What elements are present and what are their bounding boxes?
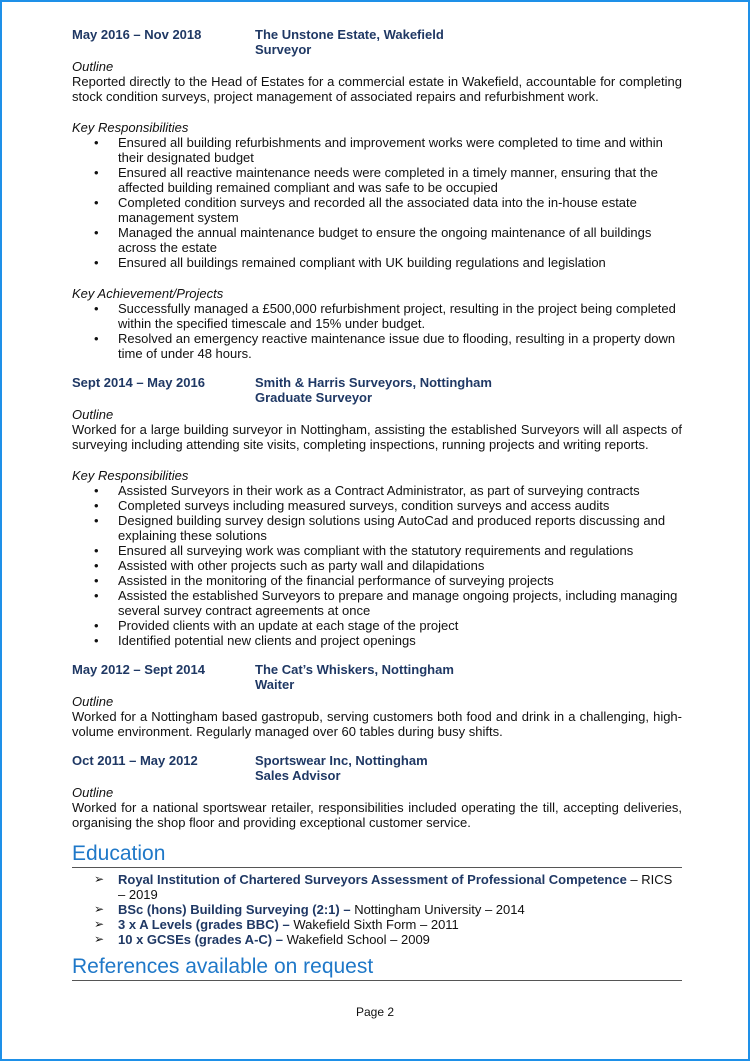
list-item: • Ensured all buildings remained compliant with UK building regulations and legislation [118, 255, 682, 270]
education-title: Education [72, 842, 682, 868]
qualification-detail: Nottingham University – 2014 [350, 902, 525, 917]
qualification-detail: Wakefield School – 2009 [282, 932, 430, 947]
job-outline: Worked for a national sportswear retailer, responsibilities included operating the till, accepting deliveries, organising the shop floor and providing exceptional customer service. [72, 800, 682, 830]
list-item: • Ensured all surveying work was compliant with the statutory requirements and regulations [118, 543, 682, 558]
outline-label: Outline [72, 785, 114, 800]
education-item [94, 872, 682, 902]
list-item: • Completed surveys including measured surveys, condition surveys and access audits [118, 498, 682, 513]
job-dates: Oct 2011 – May 2012 [72, 753, 198, 768]
education-item [94, 917, 682, 932]
arrow-bullet-icon: ➢ [94, 902, 105, 916]
qualification: 3 x A Levels (grades BBC) – [118, 917, 290, 932]
job-employer: Sportswear Inc, Nottingham [255, 753, 428, 768]
job-role: Surveyor [255, 42, 312, 57]
job-dates: May 2012 – Sept 2014 [72, 662, 205, 677]
list-item: • Designed building survey design solutions using AutoCad and produced reports discussing and explaining these solutions [118, 513, 682, 543]
list-item: • Assisted the established Surveyors to prepare and manage ongoing projects, including managing several survey contract agreements at once [118, 588, 682, 618]
qualification-detail: – RICS – 2019 [118, 872, 673, 902]
arrow-bullet-icon: ➢ [94, 932, 105, 946]
list-item: • Ensured all building refurbishments and improvement works were completed to time and within their designated budget [118, 135, 682, 165]
job-header [72, 375, 682, 405]
qualification: 10 x GCSEs (grades A-C) – [118, 932, 283, 947]
cv-content [72, 27, 682, 981]
job-employer: The Cat’s Whiskers, Nottingham [255, 662, 454, 677]
outline-label: Outline [72, 694, 114, 709]
job-dates: Sept 2014 – May 2016 [72, 375, 205, 390]
job-role: Waiter [255, 677, 295, 692]
list-item: • Completed condition surveys and recorded all the associated data into the in-house estate management system [118, 195, 682, 225]
job-header [72, 753, 682, 783]
responsibilities-list [72, 483, 682, 648]
list-item: • Provided clients with an update at each stage of the project [118, 618, 682, 633]
responsibilities-label: Key Responsibilities [72, 120, 189, 135]
qualification: Royal Institution of Chartered Surveyors Assessment of Professional Competence [118, 872, 627, 887]
qualification: BSc (hons) Building Surveying (2:1) – [118, 902, 351, 917]
list-item: • Identified potential new clients and project openings [118, 633, 682, 648]
list-item: • Resolved an emergency reactive maintenance issue due to flooding, resulting in a property down time of under 48 hours. [118, 331, 682, 361]
job-employer: The Unstone Estate, Wakefield [255, 27, 444, 42]
achievements-list [72, 301, 682, 361]
job-outline: Reported directly to the Head of Estates for a commercial estate in Wakefield, accountable for completing stock condition surveys, project management of associated repairs and refurbishment work. [72, 74, 682, 104]
list-item: • Assisted in the monitoring of the financial performance of surveying projects [118, 573, 682, 588]
job-header [72, 662, 682, 692]
list-item: • Assisted with other projects such as party wall and dilapidations [118, 558, 682, 573]
education-item [94, 932, 682, 947]
arrow-bullet-icon: ➢ [94, 917, 105, 931]
education-item [94, 902, 682, 917]
achievements-label: Key Achievement/Projects [72, 286, 224, 301]
qualification-detail: Wakefield Sixth Form – 2011 [289, 917, 459, 932]
outline-label: Outline [72, 59, 114, 74]
list-item: • Assisted Surveyors in their work as a Contract Administrator, as part of surveying contracts [118, 483, 682, 498]
job-employer: Smith & Harris Surveyors, Nottingham [255, 375, 492, 390]
responsibilities-label: Key Responsibilities [72, 468, 189, 483]
job-role: Graduate Surveyor [255, 390, 373, 405]
list-item: • Successfully managed a £500,000 refurbishment project, resulting in the project being completed within the specified timescale and 15% under budget. [118, 301, 682, 331]
arrow-bullet-icon: ➢ [94, 872, 105, 886]
list-item: • Managed the annual maintenance budget to ensure the ongoing maintenance of all buildings across the estate [118, 225, 682, 255]
job-dates: May 2016 – Nov 2018 [72, 27, 202, 42]
page-number: Page 2 [355, 1005, 395, 1019]
job-header [72, 27, 682, 57]
references-title: References available on request [72, 955, 682, 981]
education-list [72, 872, 682, 947]
list-item: • Ensured all reactive maintenance needs were completed in a timely manner, ensuring that the affected building remained compliant and was safe to be occupied [118, 165, 682, 195]
job-outline: Worked for a large building surveyor in Nottingham, assisting the established Surveyors will all aspects of surveying including attending site visits, completing inspections, running projects and writing reports. [72, 422, 682, 452]
outline-label: Outline [72, 407, 114, 422]
responsibilities-list [72, 135, 682, 270]
job-outline: Worked for a Nottingham based gastropub, serving customers both food and drink in a challenging, high-volume environment. Regularly managed over 60 tables during busy shifts. [72, 709, 682, 739]
job-role: Sales Advisor [255, 768, 341, 783]
